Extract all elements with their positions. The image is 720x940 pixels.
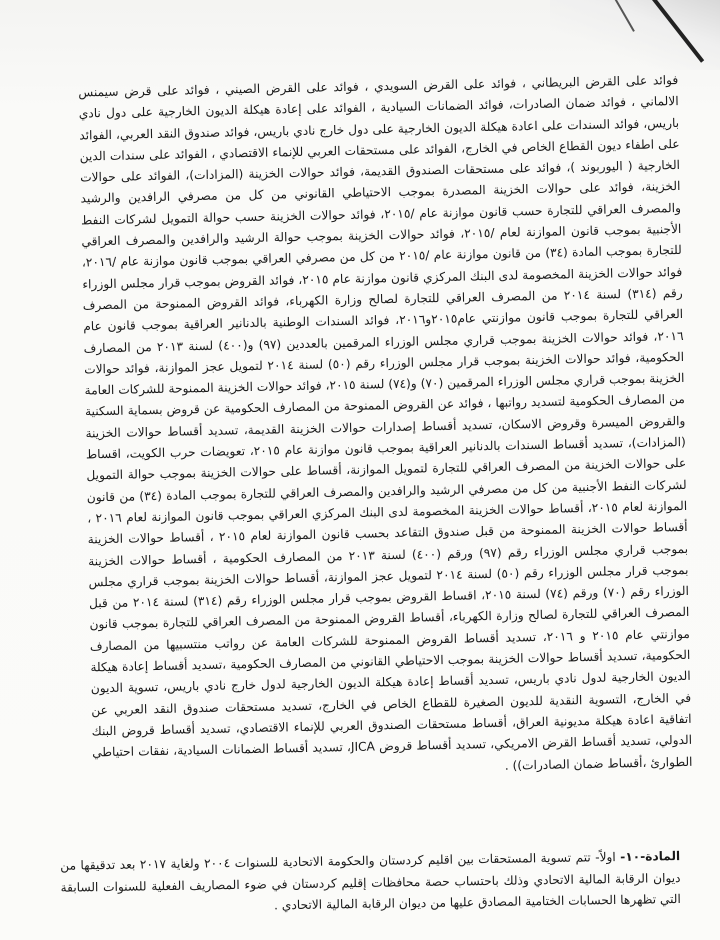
article-10: [60, 846, 681, 920]
article-10-label: المادة-١٠-: [620, 848, 681, 864]
page-fold-shadow: [550, 0, 720, 70]
article-10-text: اولاً- تتم تسوية المستحقات بين اقليم كردستان والحكومة الاتحادية للسنوات ٢٠٠٤ ولغاية ٢٠١٧ بعد تدقيقها من ديوان الرقابة المالية الاتحادي وذلك باحتساب حصة محافظات إقليم كردستان في ضوء المصاريف الفعلية للسنوات السابقة التي تظهرها الحسابات الختامية المصادق عليها من ديوان الرقابة المالية الاتحادي .: [60, 850, 681, 913]
body-paragraph: فوائد على القرض البريطاني ، فوائد على القرض السويدي ، فوائد على القرض الصيني ، فوائد على قرض سيمنس الالماني ، فوائد ضمان الصادرات، فوائد الضمانات السيادية ، الفوائد على إعادة هيكلة الديون الخارجية على دول نادي باريس، فوائد السندات على اعادة هيكلة الديون الخارجية على دول خارج نادي باريس، فوائد صندوق النقد العربي، الفوائد على اطفاء ديون القطاع الخاص في الخارج، الفوائد على مستحقات العربي للإنماء الاقتصادي ، الفوائد على سندات الدين الخارجية ( اليوربوند )، فوائد على مستحقات الصندوق القديمة، فوائد حوالات الخزينة (المزادات)، الفوائد على حوالات الخزينة، فوائد على حوالات الخزينة المصدرة بموجب الاحتياطي القانوني من كل من مصرفي الرافدين والرشيد والمصرف العراقي للتجارة حسب قانون موازنة عام /٢٠١٥، فوائد حوالات الخزينة حسب حوالة التمويل لشركات النفط الأجنبية بموجب قانون الموازنة لعام /٢٠١٥، فوائد حوالات الخزينة بموجب حوالة الرشيد والرافدين والمصرف العراقي للتجارة بموجب المادة (٣٤) من قانون موازنة عام /٢٠١٥ من كل من مصرفي العراقي بموجب قانون موازنة عام /٢٠١٦، فوائد حوالات الخزينة المخصومة لدى البنك المركزي قانون موازنة عام ٢٠١٥، فوائد القروض بموجب قرار مجلس الوزراء رقم (٣١٤) لسنة ٢٠١٤ من المصرف العراقي للتجارة لصالح وزارة الكهرباء، فوائد القروض الممنوحة من المصرف العراقي للتجارة بموجب قانون موازنتي عام٢٠١٥و٢٠١٦، فوائد السندات الوطنية بالدنانير العراقية بموجب قانون عام ٢٠١٦، فوائد حوالات الخزينة بموجب قراري مجلس الوزراء المرقمين بالعددين (٩٧) و(٤٠٠) لسنة ٢٠١٣ من المصارف الحكومية، فوائد حوالات الخزينة بموجب قرار مجلس الوزراء رقم (٥٠) لسنة ٢٠١٤ لتمويل عجز الموازنة، فوائد حوالات الخزينة بموجب قراري مجلس الوزراء المرقمين (٧٠) و(٧٤) لسنة ٢٠١٥، فوائد حوالات الخزينة الممنوحة للشركات العامة من المصارف الحكومية لتسديد رواتبها ، فوائد عن القروض الممنوحة من المصارف الحكومية عن قروض بسماية السكنية والقروض الميسرة وقروض الاسكان، تسديد أقساط إصدارات حوالات الخزينة القديمة، تسديد أقساط حوالات الخزينة (المزادات)، تسديد أقساط السندات بالدنانير العراقية بموجب قانون موازنة عام ٢٠١٥، تعويضات حرب الكويت، اقساط على حوالات الخزينة من المصرف العراقي للتجارة لتمويل الموازنة، أقساط على حوالات الخزينة بموجب حوالة التمويل لشركات النفط الأجنبية من كل من مصرفي الرشيد والرافدين والمصرف العراقي للتجارة بموجب المادة (٣٤) من قانون الموازنة لعام ٢٠١٥، أقساط حوالات الخزينة المخصومة لدى البنك المركزي العراقي بموجب قانون الموازنة لعام ٢٠١٦ ، أقساط حوالات الخزينة الممنوحة من قبل صندوق التقاعد بحسب قانون الموازنة لعام ٢٠١٥ ، أقساط حوالات الخزينة بموجب قراري مجلس الوزراء رقم (٩٧) ورقم (٤٠٠) لسنة ٢٠١٣ من المصارف الحكومية ، أقساط حوالات الخزينة بموجب قرار مجلس الوزراء رقم (٥٠) لسنة ٢٠١٤ لتمويل عجز الموازنة، أقساط حوالات الخزينة بموجب قراري مجلس الوزراء رقم (٧٠) ورقم (٧٤) لسنة ٢٠١٥، اقساط القروض بموجب قرار مجلس الوزراء رقم (٣١٤) لسنة ٢٠١٤ من قبل المصرف العراقي للتجارة لصالح وزارة الكهرباء، أقساط القروض الممنوحة من المصرف العراقي للتجارة بموجب قانون موازنتي عام ٢٠١٥ و ٢٠١٦، تسديد أقساط القروض الممنوحة للشركات العامة عن رواتب منتسبيها من المصارف الحكومية، تسديد أقساط حوالات الخزينة بموجب الاحتياطي القانوني من المصارف الحكومية ،تسديد أقساط إعادة هيكلة الديون الخارجية لدول نادي باريس، تسديد أقساط إعادة هيكلة الديون الخارجية لدول خارج نادي باريس، تسوية الديون في الخارج، التسوية النقدية للديون الصغيرة للقطاع الخاص في الخارج، تسديد مستحقات صندوق النقد العربي عن اتفاقية اعادة هيكلة مديونية العراق، أقساط مستحقات الصندوق العربي للإنماء الاقتصادي، تسديد أقساط قروض البنك الدولي، تسديد أقساط القرض الامريكي، تسديد أقساط قروض JICA، تسديد أقساط الضمانات السيادية، نفقات احتياطي الطوارئ ،أقساط ضمان الصادرات)) .: [78, 72, 693, 773]
